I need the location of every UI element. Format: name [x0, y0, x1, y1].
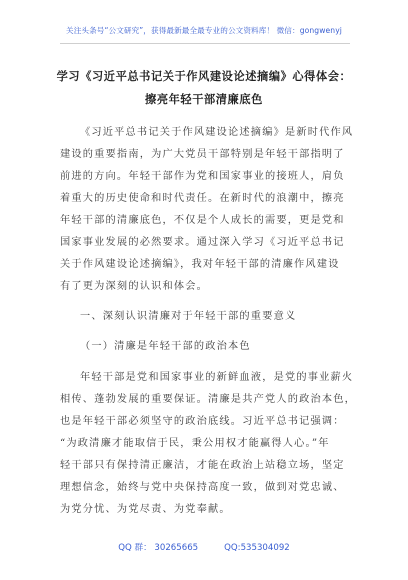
paragraph-1-line: 建设的重要指南，为广大党员干部特别是年轻干部指明了 — [60, 149, 345, 160]
document-title-line-1: 学习《习近平总书记关于作风建设论述摘编》心得体会： — [56, 69, 352, 83]
document-title-line-2: 擦亮年轻干部清廉底色 — [145, 92, 263, 106]
paragraph-1-line: 关于作风建设论述摘编》，我对年轻干部的清廉作风建设 — [60, 259, 340, 270]
paragraph-2-line: 为党分忧、为党尽责、为党奉献。 — [60, 504, 231, 515]
paragraph-1-line: 有了更为深刻的认识和体会。 — [60, 281, 209, 292]
paragraph-2-line: 年轻干部是党和国家事业的新鲜血液，是党的事业薪火 — [80, 372, 354, 383]
section-heading-1: 一、深刻认识清廉对于年轻干部的重要意义 — [80, 311, 297, 322]
header-divider — [60, 43, 350, 44]
paragraph-2-line: 相传、蓬勃发展的重要保证。清廉是共产党人的政治本色， — [60, 394, 357, 405]
paragraph-1-line: 《习近平总书记关于作风建设论述摘编》是新时代作风 — [80, 127, 354, 138]
paragraph-2-line: 理想信念，始终与党中央保持高度一致，做到对党忠诚、 — [60, 482, 345, 493]
paragraph-2-line: 轻干部只有保持清正廉洁，才能在政治上站稳立场，坚定 — [60, 460, 345, 471]
paragraph-2-line: 也是年轻干部必须坚守的政治底线。习近平总书记强调： — [60, 416, 345, 427]
paragraph-1-line: 年轻干部的清廉底色，不仅是个人成长的需要，更是党和 — [60, 215, 345, 226]
subsection-heading-1: （一）清廉是年轻干部的政治本色 — [80, 341, 251, 352]
header-banner: 关注头条号“公文研究”，获得最新最全最专业的公文资料库！ 微信：gongwenyj — [66, 26, 342, 35]
paragraph-1-line: 前进的方向。年轻干部作为党和国家事业的接班人，肩负 — [60, 171, 345, 182]
footer-qq-group: QQ 群： 30265665 — [118, 543, 199, 553]
footer-contact — [0, 541, 408, 553]
paragraph-1-line: 着重大的历史使命和时代责任。在新时代的浪潮中，擦亮 — [60, 193, 345, 204]
paragraph-2-line: “为政清廉才能取信于民，秉公用权才能赢得人心。”年 — [60, 438, 330, 449]
footer-qq-number: QQ:535304092 — [224, 543, 290, 553]
paragraph-1-line: 国家事业发展的必然要求。通过深入学习《习近平总书记 — [60, 237, 345, 248]
